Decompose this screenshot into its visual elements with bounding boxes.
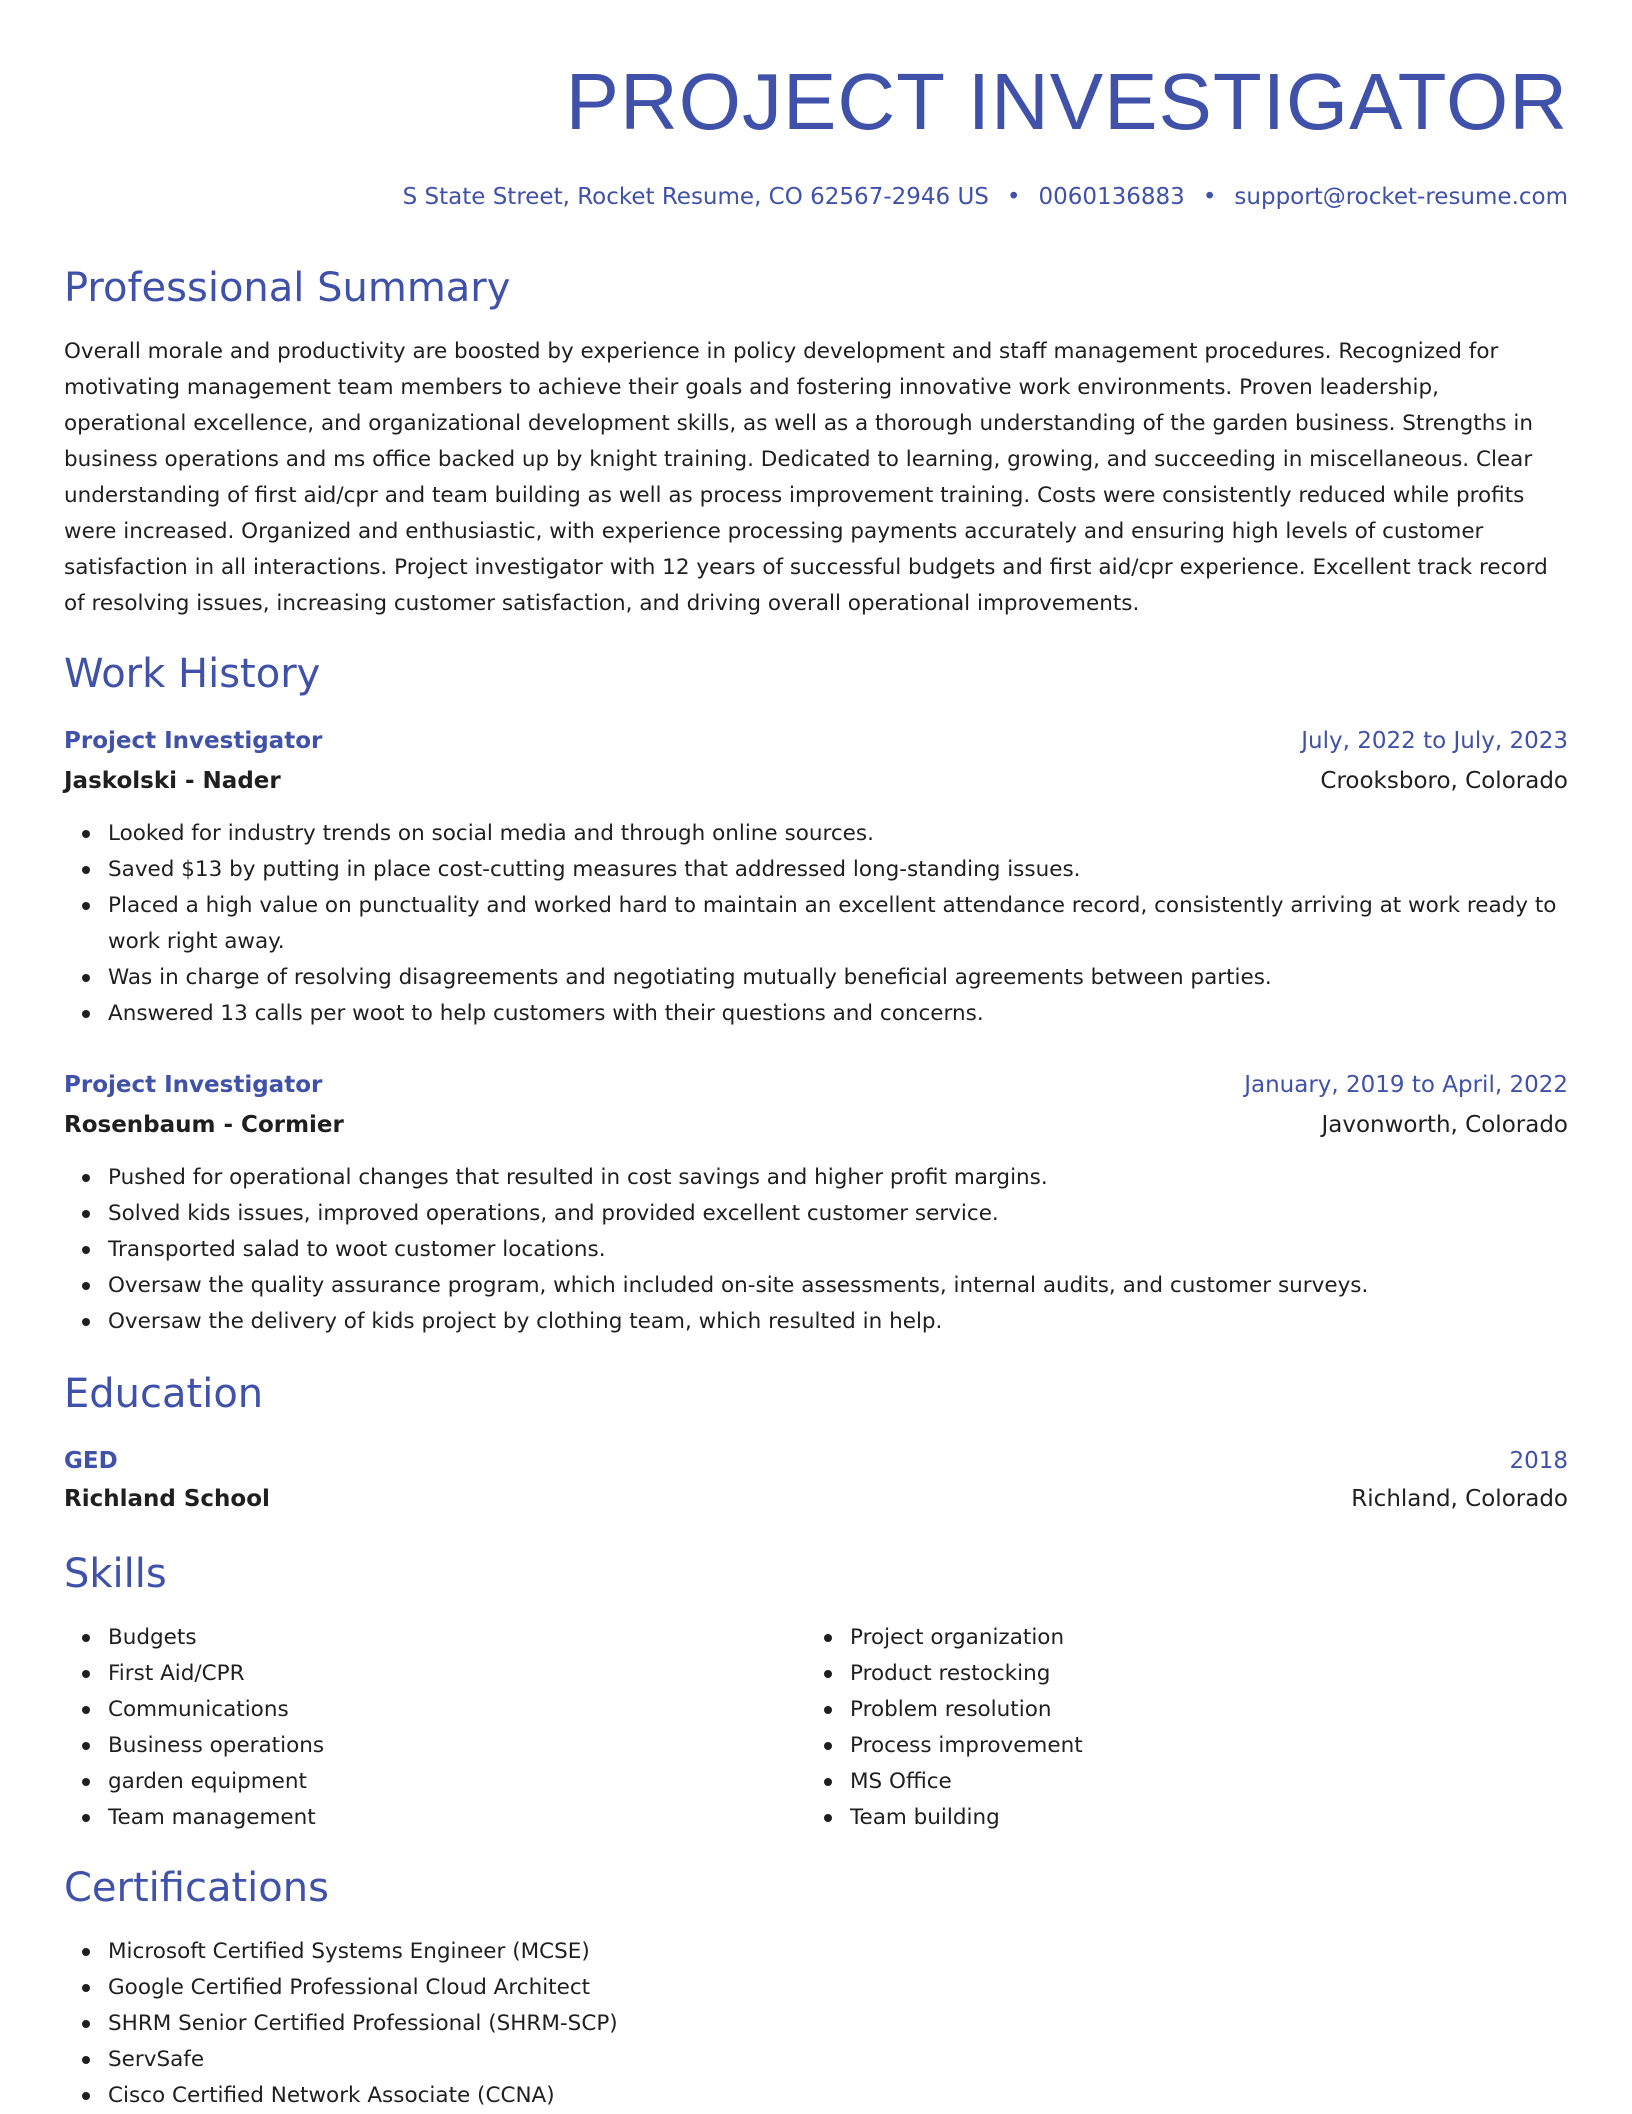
skills-list-right <box>806 1620 1550 1836</box>
job-2-subheader <box>64 1108 1568 1142</box>
list-item: Solved kids issues, improved operations, and provided excellent customer service. <box>108 1196 1568 1232</box>
skill-item: Team management <box>108 1800 808 1836</box>
list-item: Oversaw the delivery of kids project by clothing team, which resulted in help. <box>108 1304 1568 1340</box>
certification-item: ServSafe <box>108 2042 1108 2078</box>
job-2-header <box>64 1068 1568 1102</box>
skill-item: garden equipment <box>108 1764 808 1800</box>
job-2-location: Javonworth, Colorado <box>1321 1112 1568 1138</box>
skill-item: Communications <box>108 1692 808 1728</box>
list-item: Answered 13 calls per woot to help customers with their questions and concerns. <box>108 996 1568 1032</box>
skill-item: Process improvement <box>850 1728 1550 1764</box>
certifications-list <box>64 1934 1108 2114</box>
skill-item: First Aid/CPR <box>108 1656 808 1692</box>
skill-item: MS Office <box>850 1764 1550 1800</box>
contact-email[interactable]: support@rocket-resume.com <box>1234 184 1568 210</box>
education-year: 2018 <box>1509 1448 1568 1474</box>
education-subheader <box>64 1482 1568 1516</box>
education-degree: GED <box>64 1448 118 1474</box>
list-item: Placed a high value on punctuality and worked hard to maintain an excellent attendance record, consistently arriving at work ready to work right away. <box>108 888 1568 960</box>
job-1-dates: July, 2022 to July, 2023 <box>1301 728 1568 754</box>
contact-separator: • <box>1202 184 1217 210</box>
job-1-company: Jaskolski - Nader <box>64 768 281 794</box>
job-2-bullets <box>64 1160 1568 1340</box>
list-item: Transported salad to woot customer locations. <box>108 1232 1568 1268</box>
education-heading: Education <box>64 1371 264 1417</box>
job-2-company: Rosenbaum - Cormier <box>64 1112 344 1138</box>
certifications-heading: Certifications <box>64 1865 329 1911</box>
list-item: Pushed for operational changes that resulted in cost savings and higher profit margins. <box>108 1160 1568 1196</box>
skills-list-left <box>64 1620 808 1836</box>
certification-item: Microsoft Certified Systems Engineer (MCSE) <box>108 1934 1108 1970</box>
skill-item: Project organization <box>850 1620 1550 1656</box>
skill-item: Budgets <box>108 1620 808 1656</box>
education-location: Richland, Colorado <box>1351 1486 1568 1512</box>
job-1-title: Project Investigator <box>64 728 323 754</box>
skill-item: Team building <box>850 1800 1550 1836</box>
job-1-header <box>64 724 1568 758</box>
skills-heading: Skills <box>64 1551 167 1597</box>
skill-item: Business operations <box>108 1728 808 1764</box>
contact-phone: 0060136883 <box>1038 184 1185 210</box>
skill-item: Problem resolution <box>850 1692 1550 1728</box>
job-2-dates: January, 2019 to April, 2022 <box>1244 1072 1568 1098</box>
education-school: Richland School <box>64 1486 270 1512</box>
resume-title: PROJECT INVESTIGATOR <box>565 57 1568 146</box>
skill-item: Product restocking <box>850 1656 1550 1692</box>
list-item: Saved $13 by putting in place cost-cutting measures that addressed long-standing issues. <box>108 852 1568 888</box>
summary-text: Overall morale and productivity are boosted by experience in policy development and staff management procedures. Recognized for motivating management team members to achieve their goals and fostering innovative work environments. Proven leadership, operational excellence, and organizational development skills, as well as a thorough understanding of the garden business. Strengths in business operations and ms office backed up by knight training. Dedicated to learning, growing, and succeeding in miscellaneous. Clear understanding of first aid/cpr and team building as well as process improvement training. Costs were consistently reduced while profits were increased. Organized and enthusiastic, with experience processing payments accurately and ensuring high levels of customer satisfaction in all interactions. Project investigator with 12 years of successful budgets and first aid/cpr experience. Excellent track record of resolving issues, increasing customer satisfaction, and driving overall operational improvements. <box>64 339 1548 616</box>
job-1-subheader <box>64 764 1568 798</box>
list-item: Was in charge of resolving disagreements and negotiating mutually beneficial agreements between parties. <box>108 960 1568 996</box>
work-history-heading: Work History <box>64 651 321 697</box>
summary-heading: Professional Summary <box>64 265 511 311</box>
list-item: Oversaw the quality assurance program, which included on-site assessments, internal audits, and customer surveys. <box>108 1268 1568 1304</box>
job-2-title: Project Investigator <box>64 1072 323 1098</box>
certification-item: SHRM Senior Certified Professional (SHRM-SCP) <box>108 2006 1108 2042</box>
list-item: Looked for industry trends on social media and through online sources. <box>108 816 1568 852</box>
certification-item: Google Certified Professional Cloud Architect <box>108 1970 1108 2006</box>
education-header <box>64 1444 1568 1478</box>
contact-line <box>403 180 1568 214</box>
certification-item: Cisco Certified Network Associate (CCNA) <box>108 2078 1108 2114</box>
job-1-location: Crooksboro, Colorado <box>1320 768 1568 794</box>
job-1-bullets <box>64 816 1568 1032</box>
contact-address: S State Street, Rocket Resume, CO 62567-2946 US <box>402 184 989 210</box>
contact-separator: • <box>1006 184 1021 210</box>
